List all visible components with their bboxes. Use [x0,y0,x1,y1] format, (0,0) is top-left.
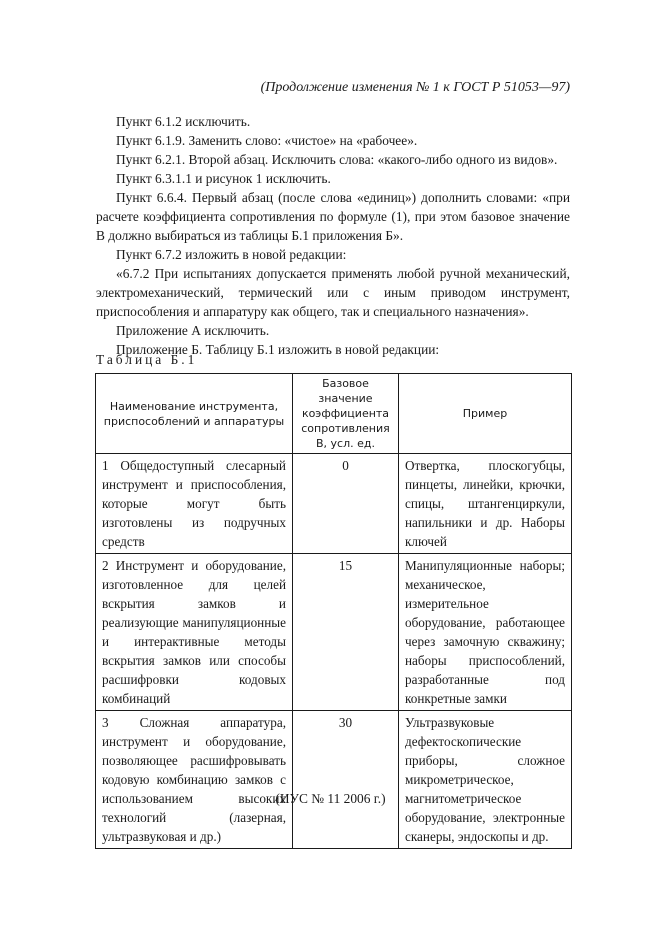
row-value: 30 [293,711,399,849]
table-caption: Таблица Б.1 [96,352,198,367]
table-row [96,554,572,711]
paragraph: Пункт 6.6.4. Первый абзац (после слова «единиц») дополнить словами: «при расчете коэффициента сопротивления по формуле (1), при этом базовое значение В должно выбираться из таблицы Б.1 приложения Б». [96,190,570,243]
header-example: Пример [399,374,572,454]
paragraph: Приложение Б. Таблицу Б.1 изложить в новой редакции: [116,342,440,357]
row-example: Отвертка, плоскогубцы, пинцеты, линейки, крючки, спицы, штангенциркули, напильники и др. Наборы ключей [399,454,572,554]
table-header-row [96,374,572,454]
page-footer: (ИУС № 11 2006 г.) [275,791,386,806]
row-name: 3 Сложная аппаратура, инструмент и оборудование, позволяющее расшифровывать кодовую комбинацию замков с использованием высоких технологий (лазерная, ультразвуковая и др.) [96,711,293,849]
row-example: Ультразвуковые дефектоскопические приборы, сложное микрометрическое, магнитометрическое оборудование, электронные сканеры, эндоскопы и др. [399,711,572,849]
paragraph: Пункт 6.7.2 изложить в новой редакции: [116,247,347,262]
paragraph: Пункт 6.1.2 исключить. [116,114,251,129]
table-b1 [95,373,572,849]
header-name: Наименование инструмента, приспособлений и аппаратуры [96,374,293,454]
paragraph: Пункт 6.2.1. Второй абзац. Исключить слова: «какого-либо одного из видов». [116,152,558,167]
row-value: 15 [293,554,399,711]
paragraph: Приложение А исключить. [116,323,270,338]
paragraph: «6.7.2 При испытаниях допускается применять любой ручной механический, электромеханический, термический или с иным приводом инструмент, приспособления и аппаратуру как общего, так и специального назначения». [96,266,570,319]
body-text [96,112,570,359]
paragraph: Пункт 6.1.9. Заменить слово: «чистое» на «рабочее». [116,133,418,148]
table-row [96,454,572,554]
paragraph: Пункт 6.3.1.1 и рисунок 1 исключить. [116,171,331,186]
row-value: 0 [293,454,399,554]
row-example: Манипуляционные наборы; механическое, измерительное оборудование, работающее через замочную скважину; наборы приспособлений, разработанные под конкретные замки [399,554,572,711]
header-value: Базовое значение коэффициента сопротивления В, усл. ед. [293,374,399,454]
row-name: 2 Инструмент и оборудование, изготовленное для целей вскрытия замков и реализующие манипуляционные и интерактивные методы вскрытия замков или способы расшифровки кодовых комбинаций [96,554,293,711]
page-header: (Продолжение изменения № 1 к ГОСТ Р 51053—97) [260,80,570,95]
row-name: 1 Общедоступный слесарный инструмент и приспособления, которые могут быть изготовлены из подручных средств [96,454,293,554]
table-row [96,711,572,849]
